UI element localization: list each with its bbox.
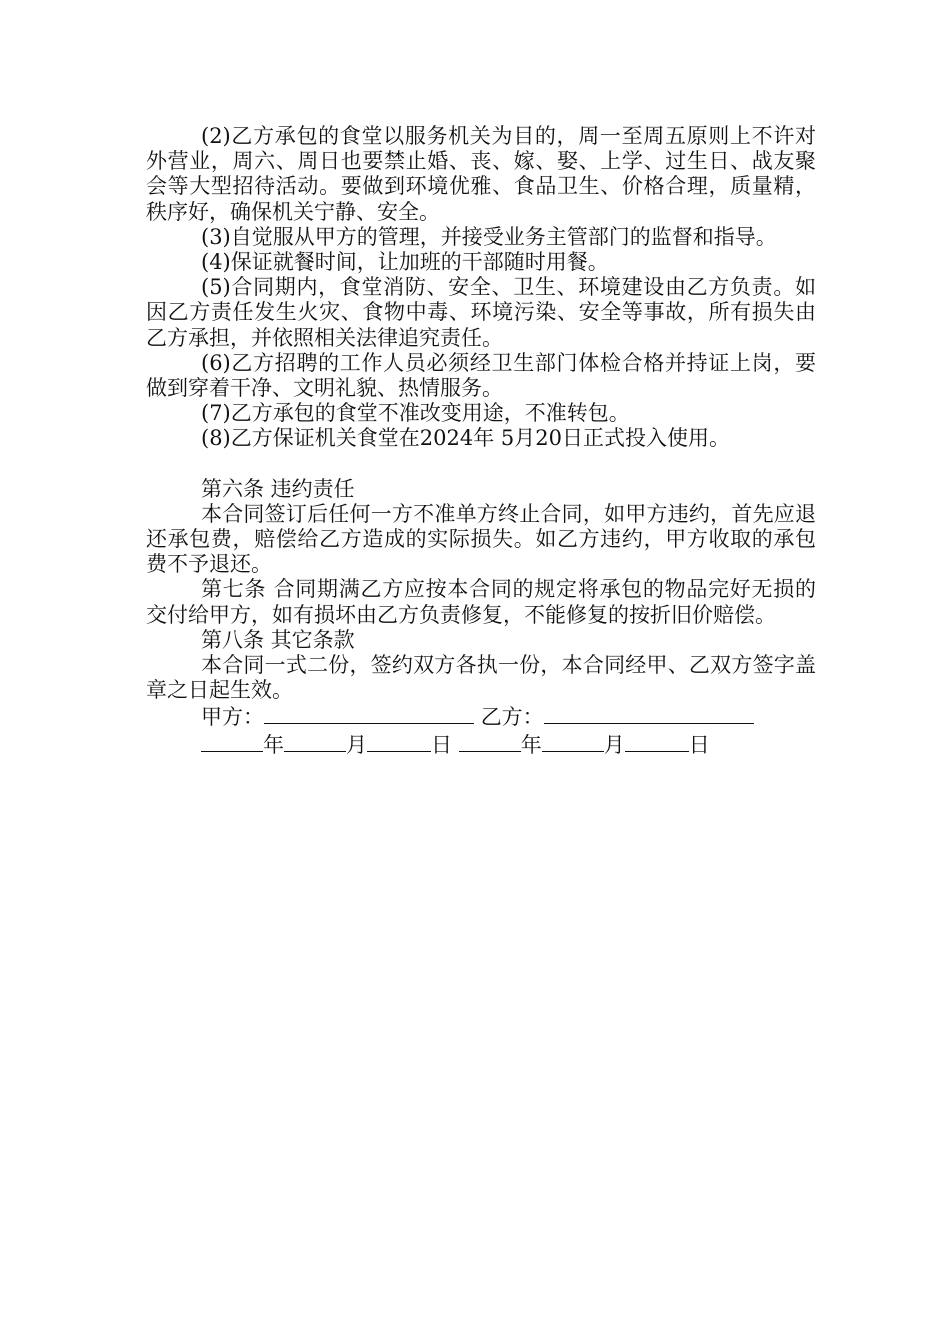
month-label: 月 xyxy=(603,732,625,757)
year-label: 年 xyxy=(520,732,542,757)
clause-3: (3)自觉服从甲方的管理，并接受业务主管部门的监督和指导。 xyxy=(201,224,777,249)
day-label: 日 xyxy=(431,732,452,757)
party-b-day-line[interactable] xyxy=(625,731,689,752)
section-gap xyxy=(146,452,816,477)
article-7-body: 第七条 合同期满乙方应按本合同的规定将承包的物品完好无损的交付给甲方，如有损坏由乙方负责修复，不能修复的按折旧价赔偿。 xyxy=(146,577,816,627)
party-a-label: 甲方： xyxy=(201,705,264,730)
contract-content xyxy=(146,124,816,758)
month-label: 月 xyxy=(346,732,367,757)
party-a-year-line[interactable] xyxy=(201,731,263,752)
signature-row xyxy=(146,703,816,730)
party-b-label: 乙方： xyxy=(480,705,544,730)
clause-5: (5)合同期内，食堂消防、安全、卫生、环境建设由乙方负责。如因乙方责任发生火灾、食物中毒、环境污染、安全等事故，所有损失由乙方承担，并依照相关法律追究责任。 xyxy=(146,275,816,350)
party-b-month-line[interactable] xyxy=(542,731,604,752)
day-label: 日 xyxy=(688,732,710,757)
year-label: 年 xyxy=(263,732,284,757)
clause-7: (7)乙方承包的食堂不准改变用途，不准转包。 xyxy=(201,401,630,426)
party-a-signature-line[interactable] xyxy=(264,703,474,724)
clause-8: (8)乙方保证机关食堂在2024年 5月20日正式投入使用。 xyxy=(201,426,730,451)
article-6-body: 本合同签订后任何一方不准单方终止合同，如甲方违约，首先应退还承包费，赔偿给乙方造成的实际损失。如乙方违约，甲方收取的承包费不予退还。 xyxy=(146,501,816,577)
party-a-day-line[interactable] xyxy=(367,731,431,752)
article-8-body: 本合同一式二份，签约双方各执一份，本合同经甲、乙双方签字盖章之日起生效。 xyxy=(146,653,816,703)
clause-6: (6)乙方招聘的工作人员必须经卫生部门体检合格并持证上岗，要做到穿着干净、文明礼貌、热情服务。 xyxy=(146,350,816,401)
party-b-year-line[interactable] xyxy=(459,731,521,752)
clause-2: (2)乙方承包的食堂以服务机关为目的，周一至周五原则上不许对外营业，周六、周日也要禁止婚、丧、嫁、娶、上学、过生日、战友聚会等大型招待活动。要做到环境优雅、食品卫生、价格合理，质量精，秩序好，确保机关宁静、安全。 xyxy=(146,124,816,224)
article-8-heading: 第八条 其它条款 xyxy=(201,627,355,652)
date-row xyxy=(146,731,816,758)
clause-4: (4)保证就餐时间，让加班的干部随时用餐。 xyxy=(201,250,609,275)
party-a-month-line[interactable] xyxy=(284,731,346,752)
party-b-signature-line[interactable] xyxy=(544,703,754,724)
article-6-heading: 第六条 违约责任 xyxy=(201,476,355,501)
